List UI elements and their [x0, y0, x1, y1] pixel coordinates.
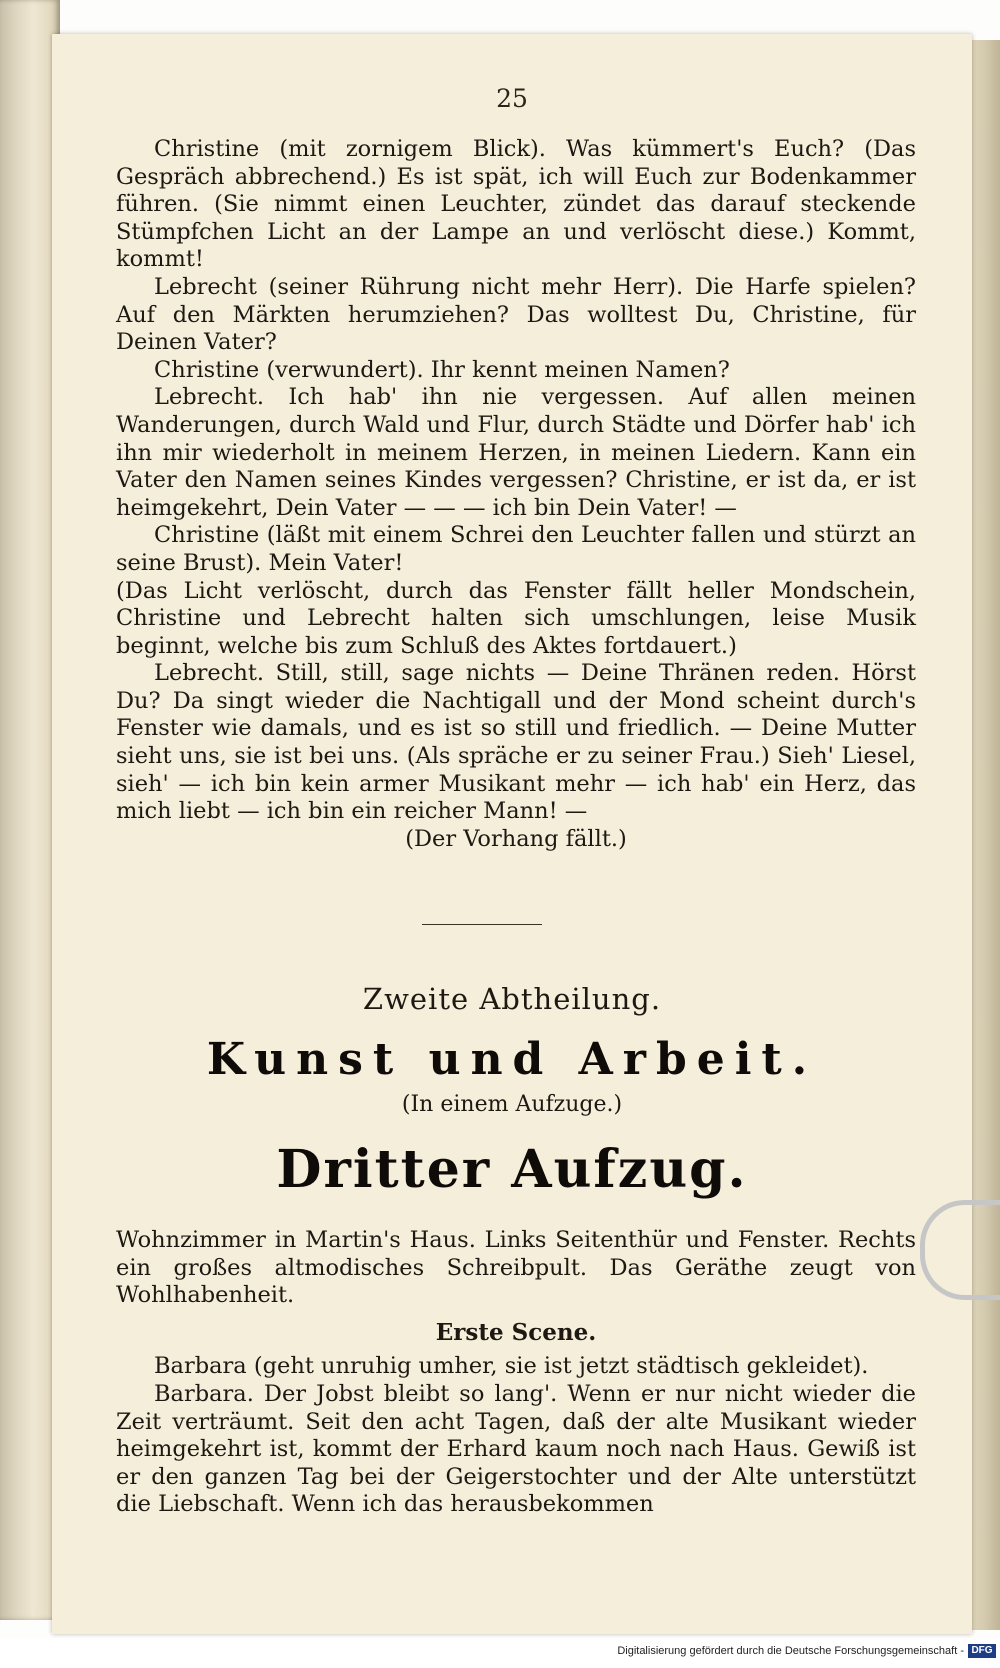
paragraph: Barbara. Der Jobst bleibt so lang'. Wenn er nur nicht wieder die Zeit verträumt. Seit den acht Tagen, daß der alte Musikant wieder heimgekehrt ist, kommt der Erhard kaum noch nach Haus. Gewiß ist er den ganzen Tag bei der Geigerstochter und der Alte unterstützt die Liebschaft. Wenn ich das herausbekommen	[116, 1380, 916, 1518]
footer-credit: Digitalisierung gefördert durch die Deutsche Forschungsgemeinschaft -	[617, 1645, 964, 1657]
book-page	[52, 34, 972, 1634]
section-heading: Zweite Abtheilung.	[362, 982, 662, 1016]
stage-direction: (Das Licht verlöscht, durch das Fenster fällt heller Mondschein, Christine und Lebrecht halten sich umschlungen, leise Musik beginnt, welche bis zum Schluß des Aktes fortdauert.)	[116, 577, 916, 659]
paragraph: Lebrecht. Ich hab' ihn nie vergessen. Auf allen meinen Wanderungen, durch Wald und Flur, durch Städte und Dörfer hab' ich ihn mir wiederholt in meinem Herzen, in meinen Liedern. Kann ein Vater den Namen seines Kindes vergessen? Christine, er ist da, er ist heimgekehrt, Dein Vater — — — ich bin Dein Vater! —	[116, 384, 916, 521]
play-title: Kunst und Arbeit.	[206, 1034, 818, 1085]
paragraph: Lebrecht. Still, still, sage nichts — Deine Thränen reden. Hörst Du? Da singt wieder die Nachtigall und der Mond scheint durch's Fenster wie damals, und es ist so still und friedlich. — Deine Mutter sieht uns, sie ist bei uns. (Als spräche er zu seiner Frau.) Sieh' Liesel, sieh' — ich bin kein armer Musikant mehr — ich hab' ein Herz, das mich liebt — ich bin ein reicher Mann! —	[116, 660, 916, 825]
page-number: 25	[496, 84, 528, 113]
dialogue-block-top	[116, 136, 916, 853]
stage-direction: Wohnzimmer in Martin's Haus. Links Seitenthür und Fenster. Rechts ein großes altmodisches Schreibpult. Das Geräthe zeugt von Wohlhabenheit.	[116, 1227, 916, 1309]
paragraph: Lebrecht (seiner Rührung nicht mehr Herr). Die Harfe spielen? Auf den Märkten herumziehen? Das wolltest Du, Christine, für Deinen Vater?	[116, 273, 916, 356]
paragraph: Barbara (geht unruhig umher, sie ist jetzt städtisch gekleidet).	[154, 1353, 869, 1380]
scene-heading: Erste Scene.	[435, 1318, 597, 1346]
paragraph: Christine (verwundert). Ihr kennt meinen Namen?	[154, 356, 730, 383]
paragraph: Christine (mit zornigem Blick). Was kümmert's Euch? (Das Gespräch abbrechend.) Es ist spät, ich will Euch zur Bodenkammer führen. (Sie nimmt einen Leuchter, zündet das darauf steckende Stümpfchen Licht an der Lampe an und verlöscht diese.) Kommt, kommt!	[116, 136, 916, 273]
dfg-logo: DFG	[968, 1644, 996, 1658]
play-subtitle: (In einem Aufzuge.)	[401, 1092, 623, 1117]
act-title: Dritter Aufzug.	[276, 1139, 748, 1200]
dialogue-block-bottom	[116, 1227, 916, 1519]
paragraph: Christine (läßt mit einem Schrei den Leuchter fallen und stürzt an seine Brust). Mein Vater!	[116, 522, 916, 576]
curtain-line: (Der Vorhang fällt.)	[405, 825, 627, 852]
book-spine-edge	[0, 0, 60, 1620]
footer-bar	[0, 1638, 1000, 1668]
section-divider	[422, 924, 542, 925]
page-clip	[920, 1200, 1000, 1300]
